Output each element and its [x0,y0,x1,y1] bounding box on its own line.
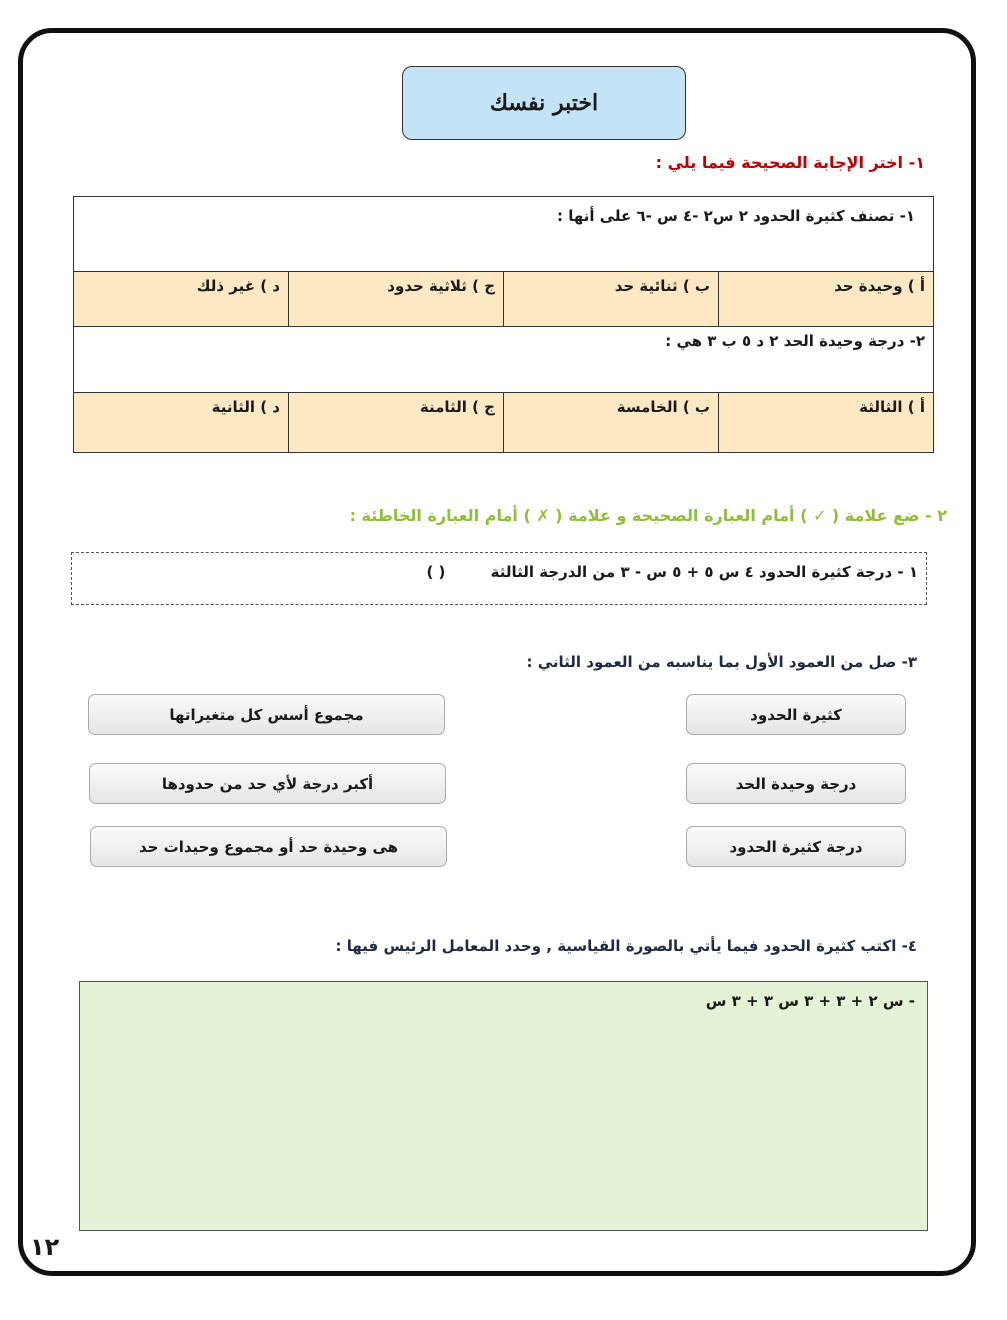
mcq-option[interactable]: ج ) الثامنة [289,393,504,453]
match-term-box[interactable]: درجة وحيدة الحد [686,763,906,804]
mcq-question: ١- تصنف كثيرة الحدود ٢ س٢ -٤ س -٦ على أنها : [74,197,934,272]
mcq-option[interactable]: د ) غير ذلك [74,272,289,327]
question-4-heading: ٤- اكتب كثيرة الحدود فيما يأتي بالصورة القياسية , وحدد المعامل الرئيس فيها : [335,937,917,955]
mcq-option[interactable]: أ ) الثالثة [719,393,934,453]
answer-parentheses[interactable]: ( ) [426,563,446,581]
question-1-heading: ١- اختر الإجابة الصحيحة فيما يلي : [655,153,925,172]
match-definition-box[interactable]: أكبر درجة لأي حد من حدودها [89,763,446,804]
mcq-option[interactable]: ب ) الخامسة [504,393,719,453]
mcq-table [73,196,934,453]
mcq-question-row [74,197,934,272]
mcq-option[interactable]: ج ) ثلاثية حدود [289,272,504,327]
mcq-question-row [74,327,934,393]
mcq-option[interactable]: أ ) وحيدة حد [719,272,934,327]
match-definition-box[interactable]: مجموع أسس كل متغيراتها [88,694,445,735]
true-false-statement: ١ - درجة كثيرة الحدود ٤ س ٥ + ٥ س - ٣ من الدرجة الثالثة [490,563,918,581]
page-number: ١٢ [30,1233,60,1261]
mcq-options-row [74,272,934,327]
question-3-heading: ٣- صل من العمود الأول بما يناسبه من العمود الثاني : [526,653,917,671]
match-definition-box[interactable]: هى وحيدة حد أو مجموع وحيدات حد [90,826,447,867]
true-false-statement-box [71,552,927,605]
mcq-option[interactable]: ب ) ثنائية حد [504,272,719,327]
mcq-options-row [74,393,934,453]
question-2-heading: ٢ - ضع علامة ( ✓ ) أمام العبارة الصحيحة و علامة ( ✗ ) أمام العبارة الخاطئة : [349,506,947,525]
mcq-option[interactable]: د ) الثانية [74,393,289,453]
page-title: اختبر نفسك [402,66,686,140]
polynomial-expression: - س ٢ + ٣ + ٣ س ٣ + ٣ س [705,992,915,1010]
match-term-box[interactable]: كثيرة الحدود [686,694,906,735]
match-term-box[interactable]: درجة كثيرة الحدود [686,826,906,867]
answer-area[interactable] [79,981,928,1231]
mcq-question: ٢- درجة وحيدة الحد ٢ د ٥ ب ٣ هي : [74,327,934,393]
